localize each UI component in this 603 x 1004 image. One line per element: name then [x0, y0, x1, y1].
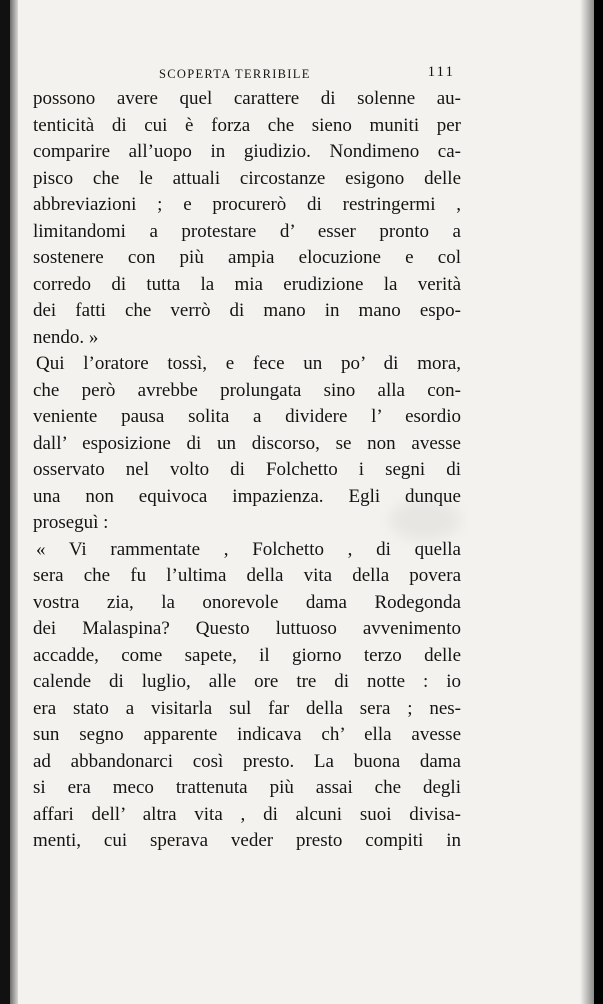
- text-line: pisco che le attuali circostanze esigono delle: [33, 167, 461, 189]
- page-number: 111: [427, 64, 455, 80]
- text-line: ad abbandonarci così presto. La buona dama: [33, 750, 461, 772]
- text-line: proseguì :: [33, 512, 109, 533]
- running-title: SCOPERTA TERRIBILE: [159, 67, 311, 81]
- text-line: affari dell’ altra vita , di alcuni suoi divisa-: [33, 803, 461, 825]
- text-line: sun segno apparente indicava ch’ ella avesse: [33, 724, 461, 745]
- text-line: si era meco trattenuta più assai che degli: [33, 777, 461, 798]
- text-line: sostenere con più ampia elocuzione e col: [33, 247, 461, 268]
- text-line: veniente pausa solita a dividere l’ esordio: [33, 406, 461, 427]
- text-line: tenticità di cui è forza che sieno muniti per: [33, 114, 461, 136]
- text-block: [33, 58, 461, 855]
- text-line: dei fatti che verrò di mano in mano espo-: [33, 300, 461, 321]
- left-scan-edge: [0, 0, 10, 1004]
- text-line: vostra zia, la onorevole dama Rodegonda: [33, 591, 461, 613]
- text-line: sera che fu l’ultima della vita della povera: [33, 565, 461, 586]
- text-line: accadde, come sapete, il giorno terzo delle: [33, 644, 461, 666]
- right-scan-edge: [594, 0, 603, 1004]
- text-line: comparire all’uopo in giudizio. Nondimeno ca-: [33, 141, 461, 162]
- left-binding-shadow: [10, 0, 18, 1004]
- text-line: calende di luglio, alle ore tre di notte : io: [33, 671, 461, 692]
- text-line: dall’ esposizione di un discorso, se non avesse: [33, 432, 461, 454]
- text-line: una non equivoca impazienza. Egli dunque: [33, 485, 461, 507]
- text-line: che però avrebbe prolungata sino alla con-: [33, 379, 461, 401]
- right-page-shadow: [580, 0, 594, 1004]
- page-header: [33, 58, 461, 86]
- text-line: corredo di tutta la mia erudizione la verità: [33, 273, 461, 295]
- text-line: Qui l’oratore tossì, e fece un po’ di mora,: [36, 353, 461, 374]
- text-line: era stato a visitarla sul far della sera ; nes-: [33, 697, 461, 719]
- text-line: osservato nel volto di Folchetto i segni di: [33, 459, 461, 480]
- text-line: menti, cui sperava veder presto compiti in: [33, 830, 461, 851]
- text-line: « Vi rammentate , Folchetto , di quella: [36, 538, 461, 560]
- text-line: dei Malaspina? Questo luttuoso avvenimento: [33, 618, 461, 639]
- text-line: abbreviazioni ; e procurerò di restringermi ,: [33, 194, 461, 215]
- text-line: nendo. »: [33, 326, 99, 348]
- text-line: possono avere quel carattere di solenne au-: [33, 88, 461, 109]
- text-line: limitandomi a protestare d’ esser pronto a: [33, 220, 461, 242]
